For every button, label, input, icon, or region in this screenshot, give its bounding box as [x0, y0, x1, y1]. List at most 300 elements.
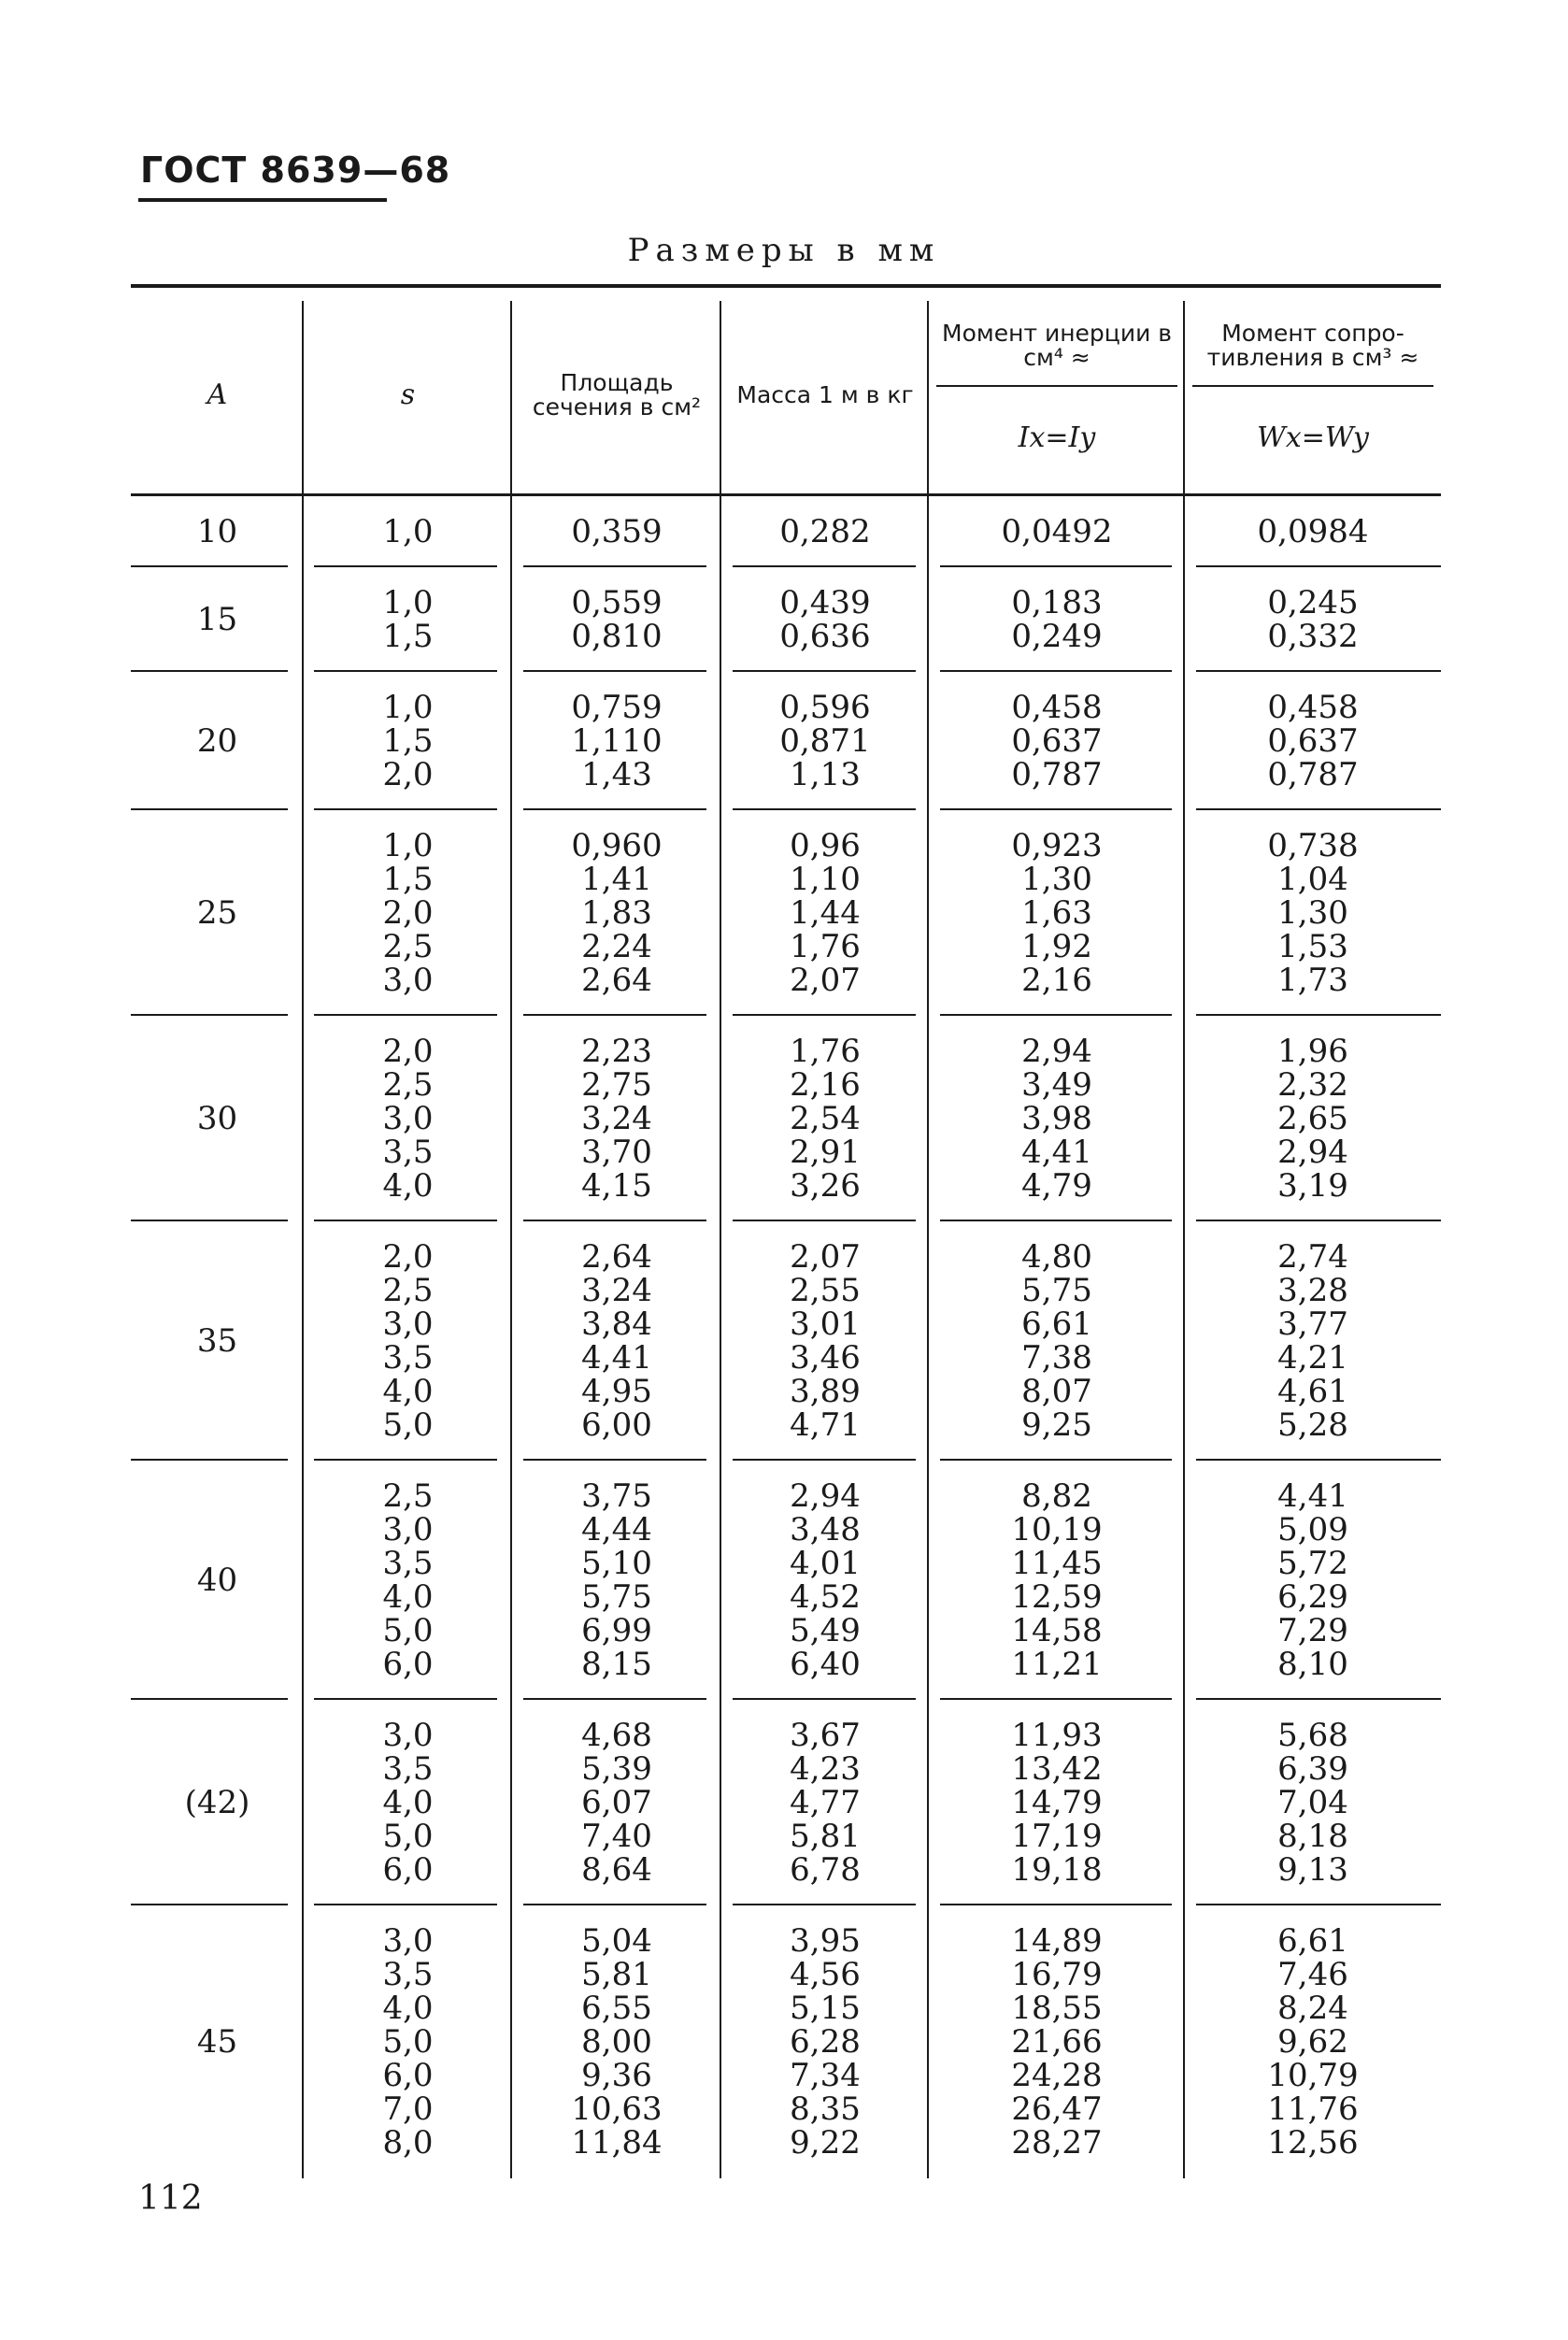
- mass-cell: 0,871: [779, 722, 871, 760]
- inertia-cell: 16,79: [1011, 1956, 1103, 1993]
- document-header: ГОСТ 8639—68: [140, 150, 451, 191]
- s-cell: 6,0: [382, 1851, 434, 1889]
- mass-cell: 3,01: [790, 1306, 861, 1343]
- area-cell: 3,75: [581, 1477, 652, 1515]
- column-divider: [720, 1221, 721, 1461]
- table-row-group: [131, 810, 1441, 1016]
- column-divider: [720, 1905, 721, 2178]
- column-divider: [927, 1461, 929, 1700]
- mass-column: [721, 672, 929, 810]
- resist-cell: 6,39: [1277, 1750, 1348, 1788]
- a-cell: 45: [196, 2023, 238, 2061]
- s-cell: 1,0: [382, 689, 434, 726]
- area-cell: 1,110: [571, 722, 663, 760]
- s-cell: 6,0: [382, 1646, 434, 1683]
- s-cell: 2,0: [382, 756, 434, 793]
- s-column: [304, 1016, 512, 1221]
- s-cell: 1,0: [382, 513, 434, 550]
- mass-cell: 5,15: [790, 1990, 861, 2027]
- resist-column: [1185, 1700, 1441, 1905]
- inertia-column: [929, 672, 1185, 810]
- header-inertia-rule: [936, 385, 1177, 387]
- inertia-cell: 21,66: [1011, 2023, 1103, 2061]
- column-divider: [510, 1905, 512, 2178]
- s-cell: 4,0: [382, 1167, 434, 1205]
- a-cell: (42): [184, 1784, 250, 1821]
- header-resist-sub: Wx=Wy: [1256, 421, 1369, 454]
- area-cell: 4,41: [581, 1339, 652, 1377]
- area-column: [512, 672, 721, 810]
- mass-column: [721, 1700, 929, 1905]
- header-divider: [720, 301, 721, 493]
- resist-cell: 0,458: [1267, 689, 1359, 726]
- inertia-cell: 4,79: [1021, 1167, 1092, 1205]
- s-cell: 2,0: [382, 1033, 434, 1070]
- resist-cell: 0,245: [1267, 584, 1359, 621]
- column-divider: [720, 810, 721, 1016]
- a-cell: 25: [196, 894, 238, 932]
- s-cell: 3,0: [382, 1511, 434, 1548]
- resist-cell: 5,68: [1277, 1717, 1348, 1754]
- inertia-cell: 8,82: [1021, 1477, 1092, 1515]
- mass-cell: 6,28: [790, 2023, 861, 2061]
- resist-cell: 1,04: [1277, 861, 1348, 898]
- area-column: [512, 1221, 721, 1461]
- column-divider: [1183, 1905, 1185, 2178]
- mass-cell: 2,16: [790, 1066, 861, 1104]
- column-divider: [720, 567, 721, 672]
- area-cell: 0,759: [571, 689, 663, 726]
- resist-cell: 7,29: [1277, 1612, 1348, 1649]
- area-cell: 4,95: [581, 1373, 652, 1410]
- mass-cell: 0,439: [779, 584, 871, 621]
- resist-cell: 4,41: [1277, 1477, 1348, 1515]
- mass-cell: 8,35: [790, 2090, 861, 2128]
- inertia-cell: 3,49: [1021, 1066, 1092, 1104]
- s-cell: 7,0: [382, 2090, 434, 2128]
- s-column: [304, 496, 512, 567]
- column-divider: [927, 1016, 929, 1221]
- column-divider: [720, 1016, 721, 1221]
- inertia-cell: 26,47: [1011, 2090, 1103, 2128]
- resist-cell: 0,0984: [1257, 513, 1369, 550]
- resist-cell: 2,74: [1277, 1238, 1348, 1276]
- mass-cell: 9,22: [790, 2124, 861, 2162]
- mass-cell: 2,07: [790, 1238, 861, 1276]
- s-cell: 1,5: [382, 861, 434, 898]
- resist-cell: 7,04: [1277, 1784, 1348, 1821]
- inertia-cell: 6,61: [1021, 1306, 1092, 1343]
- mass-cell: 1,44: [790, 894, 861, 932]
- dimensions-table: [131, 288, 1441, 2178]
- s-cell: 6,0: [382, 2057, 434, 2094]
- mass-cell: 0,282: [779, 513, 871, 550]
- inertia-cell: 19,18: [1011, 1851, 1103, 1889]
- area-cell: 2,24: [581, 928, 652, 965]
- mass-cell: 7,34: [790, 2057, 861, 2094]
- a-cell: 15: [196, 601, 238, 638]
- resist-cell: 3,77: [1277, 1306, 1348, 1343]
- resist-column: [1185, 1016, 1441, 1221]
- column-divider: [1183, 1016, 1185, 1221]
- resist-cell: 1,53: [1277, 928, 1348, 965]
- inertia-column: [929, 496, 1185, 567]
- mass-cell: 2,54: [790, 1100, 861, 1137]
- a-cell: 30: [196, 1100, 238, 1137]
- column-divider: [1183, 672, 1185, 810]
- area-cell: 6,00: [581, 1406, 652, 1444]
- area-cell: 8,00: [581, 2023, 652, 2061]
- resist-cell: 7,46: [1277, 1956, 1348, 1993]
- resist-cell: 9,62: [1277, 2023, 1348, 2061]
- resist-column: [1185, 1221, 1441, 1461]
- inertia-cell: 1,30: [1021, 861, 1092, 898]
- mass-column: [721, 1905, 929, 2178]
- s-column: [304, 1905, 512, 2178]
- inertia-cell: 14,58: [1011, 1612, 1103, 1649]
- inertia-cell: 12,59: [1011, 1578, 1103, 1616]
- s-cell: 2,5: [382, 1272, 434, 1309]
- resist-cell: 11,76: [1267, 2090, 1359, 2128]
- header-inertia-sub: Ix=Iy: [1018, 421, 1096, 454]
- s-column: [304, 810, 512, 1016]
- column-divider: [927, 567, 929, 672]
- column-divider: [720, 672, 721, 810]
- table-header: [131, 288, 1441, 496]
- inertia-cell: 0,249: [1011, 618, 1103, 655]
- a-value: [131, 672, 304, 810]
- area-cell: 6,07: [581, 1784, 652, 1821]
- inertia-cell: 10,19: [1011, 1511, 1103, 1548]
- s-cell: 2,0: [382, 894, 434, 932]
- mass-column: [721, 1221, 929, 1461]
- a-cell: 35: [196, 1322, 238, 1360]
- area-column: [512, 1461, 721, 1700]
- s-cell: 3,5: [382, 1134, 434, 1171]
- a-cell: 10: [196, 513, 238, 550]
- resist-cell: 9,13: [1277, 1851, 1348, 1889]
- s-cell: 4,0: [382, 1990, 434, 2027]
- header-divider: [1183, 301, 1185, 493]
- inertia-cell: 1,63: [1021, 894, 1092, 932]
- column-divider: [510, 810, 512, 1016]
- inertia-column: [929, 1461, 1185, 1700]
- mass-cell: 3,67: [790, 1717, 861, 1754]
- area-cell: 4,44: [581, 1511, 652, 1548]
- resist-column: [1185, 672, 1441, 810]
- mass-cell: 4,71: [790, 1406, 861, 1444]
- resist-cell: 2,32: [1277, 1066, 1348, 1104]
- inertia-column: [929, 810, 1185, 1016]
- inertia-cell: 2,16: [1021, 962, 1092, 999]
- a-value: [131, 496, 304, 567]
- area-cell: 8,64: [581, 1851, 652, 1889]
- mass-cell: 4,77: [790, 1784, 861, 1821]
- mass-cell: 4,52: [790, 1578, 861, 1616]
- area-column: [512, 567, 721, 672]
- inertia-cell: 3,98: [1021, 1100, 1092, 1137]
- a-cell: 40: [196, 1562, 238, 1599]
- mass-cell: 1,76: [790, 1033, 861, 1070]
- inertia-column: [929, 1016, 1185, 1221]
- resist-cell: 2,65: [1277, 1100, 1348, 1137]
- s-cell: 3,0: [382, 1717, 434, 1754]
- inertia-cell: 24,28: [1011, 2057, 1103, 2094]
- inertia-cell: 0,923: [1011, 827, 1103, 864]
- column-divider: [1183, 1221, 1185, 1461]
- area-cell: 4,68: [581, 1717, 652, 1754]
- column-divider: [302, 672, 304, 810]
- area-cell: 2,23: [581, 1033, 652, 1070]
- s-cell: 3,0: [382, 1922, 434, 1960]
- s-cell: 3,0: [382, 1306, 434, 1343]
- column-divider: [927, 810, 929, 1016]
- resist-cell: 5,09: [1277, 1511, 1348, 1548]
- column-divider: [1183, 1461, 1185, 1700]
- area-cell: 5,10: [581, 1545, 652, 1582]
- s-cell: 3,0: [382, 962, 434, 999]
- column-divider: [302, 496, 304, 567]
- mass-cell: 4,23: [790, 1750, 861, 1788]
- s-cell: 5,0: [382, 1818, 434, 1855]
- a-cell: 20: [196, 722, 238, 760]
- area-cell: 11,84: [571, 2124, 663, 2162]
- resist-cell: 1,96: [1277, 1033, 1348, 1070]
- table-row-group: [131, 567, 1441, 672]
- resist-column: [1185, 1905, 1441, 2178]
- header-a: A: [207, 378, 228, 412]
- inertia-column: [929, 567, 1185, 672]
- area-cell: 0,559: [571, 584, 663, 621]
- inertia-cell: 11,93: [1011, 1717, 1103, 1754]
- area-cell: 5,75: [581, 1578, 652, 1616]
- area-cell: 3,24: [581, 1100, 652, 1137]
- column-divider: [302, 1016, 304, 1221]
- table-row-group: [131, 496, 1441, 567]
- mass-column: [721, 1461, 929, 1700]
- area-cell: 2,75: [581, 1066, 652, 1104]
- area-cell: 2,64: [581, 962, 652, 999]
- s-cell: 4,0: [382, 1784, 434, 1821]
- column-divider: [302, 1905, 304, 2178]
- inertia-cell: 4,41: [1021, 1134, 1092, 1171]
- header-resist: Момент сопро- тивления в см³ ≈: [1206, 319, 1419, 371]
- area-column: [512, 496, 721, 567]
- inertia-cell: 5,75: [1021, 1272, 1092, 1309]
- column-divider: [302, 1700, 304, 1905]
- mass-cell: 0,596: [779, 689, 871, 726]
- area-cell: 5,81: [581, 1956, 652, 1993]
- header-inertia: Момент инерции в см⁴ ≈: [942, 319, 1172, 371]
- s-cell: 4,0: [382, 1578, 434, 1616]
- s-column: [304, 1700, 512, 1905]
- s-cell: 5,0: [382, 1406, 434, 1444]
- header-s: s: [400, 378, 416, 412]
- column-divider: [720, 1461, 721, 1700]
- area-cell: 5,04: [581, 1922, 652, 1960]
- table-row-group: [131, 1221, 1441, 1461]
- s-column: [304, 567, 512, 672]
- resist-cell: 1,73: [1277, 962, 1348, 999]
- column-divider: [1183, 1700, 1185, 1905]
- area-column: [512, 1700, 721, 1905]
- units-caption: Размеры в мм: [627, 232, 941, 269]
- inertia-cell: 2,94: [1021, 1033, 1092, 1070]
- mass-cell: 3,89: [790, 1373, 861, 1410]
- mass-cell: 5,81: [790, 1818, 861, 1855]
- s-cell: 3,5: [382, 1956, 434, 1993]
- inertia-cell: 0,637: [1011, 722, 1103, 760]
- header-divider: [302, 301, 304, 493]
- inertia-cell: 0,0492: [1001, 513, 1113, 550]
- inertia-column: [929, 1221, 1185, 1461]
- resist-cell: 4,21: [1277, 1339, 1348, 1377]
- column-divider: [720, 496, 721, 567]
- mass-column: [721, 1016, 929, 1221]
- inertia-cell: 13,42: [1011, 1750, 1103, 1788]
- resist-cell: 8,10: [1277, 1646, 1348, 1683]
- mass-cell: 6,78: [790, 1851, 861, 1889]
- table-body: [131, 496, 1441, 2178]
- resist-cell: 0,637: [1267, 722, 1359, 760]
- column-divider: [720, 1700, 721, 1905]
- resist-column: [1185, 810, 1441, 1016]
- mass-column: [721, 567, 929, 672]
- area-cell: 8,15: [581, 1646, 652, 1683]
- area-cell: 1,43: [581, 756, 652, 793]
- resist-cell: 0,332: [1267, 618, 1359, 655]
- table-row-group: [131, 1016, 1441, 1221]
- table-row-group: [131, 672, 1441, 810]
- s-cell: 1,5: [382, 618, 434, 655]
- mass-cell: 2,55: [790, 1272, 861, 1309]
- column-divider: [510, 1461, 512, 1700]
- resist-cell: 2,94: [1277, 1134, 1348, 1171]
- s-cell: 1,0: [382, 584, 434, 621]
- area-cell: 5,39: [581, 1750, 652, 1788]
- header-divider: [927, 301, 929, 493]
- mass-column: [721, 810, 929, 1016]
- inertia-cell: 7,38: [1021, 1339, 1092, 1377]
- column-divider: [1183, 810, 1185, 1016]
- column-divider: [1183, 496, 1185, 567]
- s-cell: 1,0: [382, 827, 434, 864]
- mass-cell: 0,96: [790, 827, 861, 864]
- area-column: [512, 1905, 721, 2178]
- s-cell: 5,0: [382, 2023, 434, 2061]
- area-cell: 3,24: [581, 1272, 652, 1309]
- inertia-cell: 17,19: [1011, 1818, 1103, 1855]
- resist-column: [1185, 496, 1441, 567]
- mass-cell: 3,95: [790, 1922, 861, 1960]
- s-cell: 3,5: [382, 1545, 434, 1582]
- mass-cell: 3,48: [790, 1511, 861, 1548]
- area-column: [512, 810, 721, 1016]
- column-divider: [927, 1905, 929, 2178]
- resist-cell: 4,61: [1277, 1373, 1348, 1410]
- area-cell: 7,40: [581, 1818, 652, 1855]
- column-divider: [510, 672, 512, 810]
- mass-cell: 6,40: [790, 1646, 861, 1683]
- s-cell: 2,5: [382, 1066, 434, 1104]
- inertia-cell: 14,89: [1011, 1922, 1103, 1960]
- inertia-cell: 28,27: [1011, 2124, 1103, 2162]
- a-value: [131, 567, 304, 672]
- column-divider: [510, 1700, 512, 1905]
- mass-cell: 2,91: [790, 1134, 861, 1171]
- header-mass: Масса 1 м в кг: [736, 380, 914, 408]
- area-cell: 6,99: [581, 1612, 652, 1649]
- s-cell: 2,0: [382, 1238, 434, 1276]
- resist-cell: 1,30: [1277, 894, 1348, 932]
- inertia-cell: 14,79: [1011, 1784, 1103, 1821]
- s-cell: 2,5: [382, 1477, 434, 1515]
- column-divider: [1183, 567, 1185, 672]
- mass-cell: 1,76: [790, 928, 861, 965]
- table-row-group: [131, 1461, 1441, 1700]
- inertia-column: [929, 1700, 1185, 1905]
- area-cell: 2,64: [581, 1238, 652, 1276]
- s-cell: 3,0: [382, 1100, 434, 1137]
- s-cell: 3,5: [382, 1339, 434, 1377]
- s-cell: 5,0: [382, 1612, 434, 1649]
- resist-column: [1185, 1461, 1441, 1700]
- area-cell: 4,15: [581, 1167, 652, 1205]
- inertia-cell: 1,92: [1021, 928, 1092, 965]
- s-column: [304, 1221, 512, 1461]
- header-divider: [510, 301, 512, 493]
- column-divider: [510, 1016, 512, 1221]
- resist-cell: 6,61: [1277, 1922, 1348, 1960]
- a-value: [131, 1700, 304, 1905]
- resist-cell: 5,28: [1277, 1406, 1348, 1444]
- inertia-cell: 9,25: [1021, 1406, 1092, 1444]
- inertia-cell: 4,80: [1021, 1238, 1092, 1276]
- area-cell: 0,960: [571, 827, 663, 864]
- area-column: [512, 1016, 721, 1221]
- area-cell: 0,810: [571, 618, 663, 655]
- column-divider: [302, 567, 304, 672]
- area-cell: 0,359: [571, 513, 663, 550]
- column-divider: [927, 1221, 929, 1461]
- mass-column: [721, 496, 929, 567]
- a-value: [131, 1221, 304, 1461]
- column-divider: [510, 567, 512, 672]
- header-underline: [138, 198, 387, 202]
- inertia-cell: 0,183: [1011, 584, 1103, 621]
- a-value: [131, 1905, 304, 2178]
- s-cell: 1,5: [382, 722, 434, 760]
- resist-cell: 6,29: [1277, 1578, 1348, 1616]
- resist-cell: 5,72: [1277, 1545, 1348, 1582]
- column-divider: [302, 1461, 304, 1700]
- column-divider: [510, 496, 512, 567]
- resist-cell: 12,56: [1267, 2124, 1359, 2162]
- mass-cell: 0,636: [779, 618, 871, 655]
- mass-cell: 5,49: [790, 1612, 861, 1649]
- s-cell: 3,5: [382, 1750, 434, 1788]
- s-cell: 4,0: [382, 1373, 434, 1410]
- s-column: [304, 672, 512, 810]
- area-cell: 1,83: [581, 894, 652, 932]
- header-resist-rule: [1192, 385, 1433, 387]
- column-divider: [927, 1700, 929, 1905]
- inertia-cell: 0,458: [1011, 689, 1103, 726]
- inertia-cell: 11,21: [1011, 1646, 1103, 1683]
- area-cell: 3,70: [581, 1134, 652, 1171]
- inertia-cell: 11,45: [1011, 1545, 1103, 1582]
- resist-cell: 3,19: [1277, 1167, 1348, 1205]
